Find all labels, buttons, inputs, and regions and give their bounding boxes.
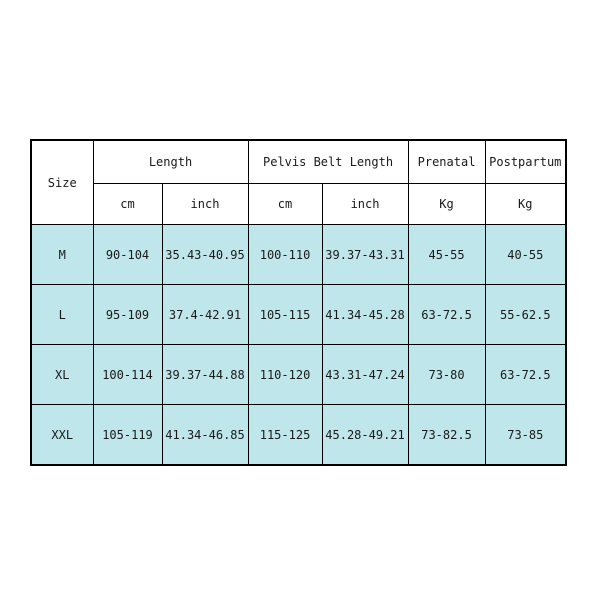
pelvis-belt-length-header: Pelvis Belt Length [248, 140, 408, 184]
size-cell: XL [31, 345, 93, 405]
length-inch-unit: inch [162, 184, 248, 225]
length-cm-cell: 105-119 [93, 405, 162, 466]
postpartum-cell: 55-62.5 [485, 285, 566, 345]
size-cell: M [31, 225, 93, 285]
pelvis-cm-cell: 110-120 [248, 345, 322, 405]
length-inch-cell: 37.4-42.91 [162, 285, 248, 345]
table-row [31, 225, 566, 285]
pelvis-cm-cell: 115-125 [248, 405, 322, 466]
postpartum-cell: 73-85 [485, 405, 566, 466]
prenatal-cell: 63-72.5 [408, 285, 485, 345]
size-chart [30, 139, 565, 463]
length-cm-cell: 95-109 [93, 285, 162, 345]
length-inch-cell: 41.34-46.85 [162, 405, 248, 466]
postpartum-cell: 40-55 [485, 225, 566, 285]
prenatal-cell: 45-55 [408, 225, 485, 285]
length-cm-cell: 100-114 [93, 345, 162, 405]
size-cell: XXL [31, 405, 93, 466]
pelvis-inch-cell: 41.34-45.28 [322, 285, 408, 345]
length-header: Length [93, 140, 248, 184]
header-row-main [31, 140, 566, 184]
prenatal-cell: 73-80 [408, 345, 485, 405]
prenatal-kg-unit: Kg [408, 184, 485, 225]
table-row [31, 345, 566, 405]
pelvis-inch-unit: inch [322, 184, 408, 225]
postpartum-cell: 63-72.5 [485, 345, 566, 405]
prenatal-header: Prenatal [408, 140, 485, 184]
size-header: Size [31, 140, 93, 225]
length-inch-cell: 39.37-44.88 [162, 345, 248, 405]
table-row [31, 285, 566, 345]
pelvis-cm-cell: 100-110 [248, 225, 322, 285]
pelvis-cm-unit: cm [248, 184, 322, 225]
length-cm-cell: 90-104 [93, 225, 162, 285]
header-row-units [31, 184, 566, 225]
pelvis-inch-cell: 45.28-49.21 [322, 405, 408, 466]
postpartum-header: Postpartum [485, 140, 566, 184]
table-row [31, 405, 566, 466]
pelvis-inch-cell: 43.31-47.24 [322, 345, 408, 405]
size-cell: L [31, 285, 93, 345]
length-inch-cell: 35.43-40.95 [162, 225, 248, 285]
pelvis-inch-cell: 39.37-43.31 [322, 225, 408, 285]
length-cm-unit: cm [93, 184, 162, 225]
size-table [30, 139, 567, 466]
pelvis-cm-cell: 105-115 [248, 285, 322, 345]
prenatal-cell: 73-82.5 [408, 405, 485, 466]
postpartum-kg-unit: Kg [485, 184, 566, 225]
